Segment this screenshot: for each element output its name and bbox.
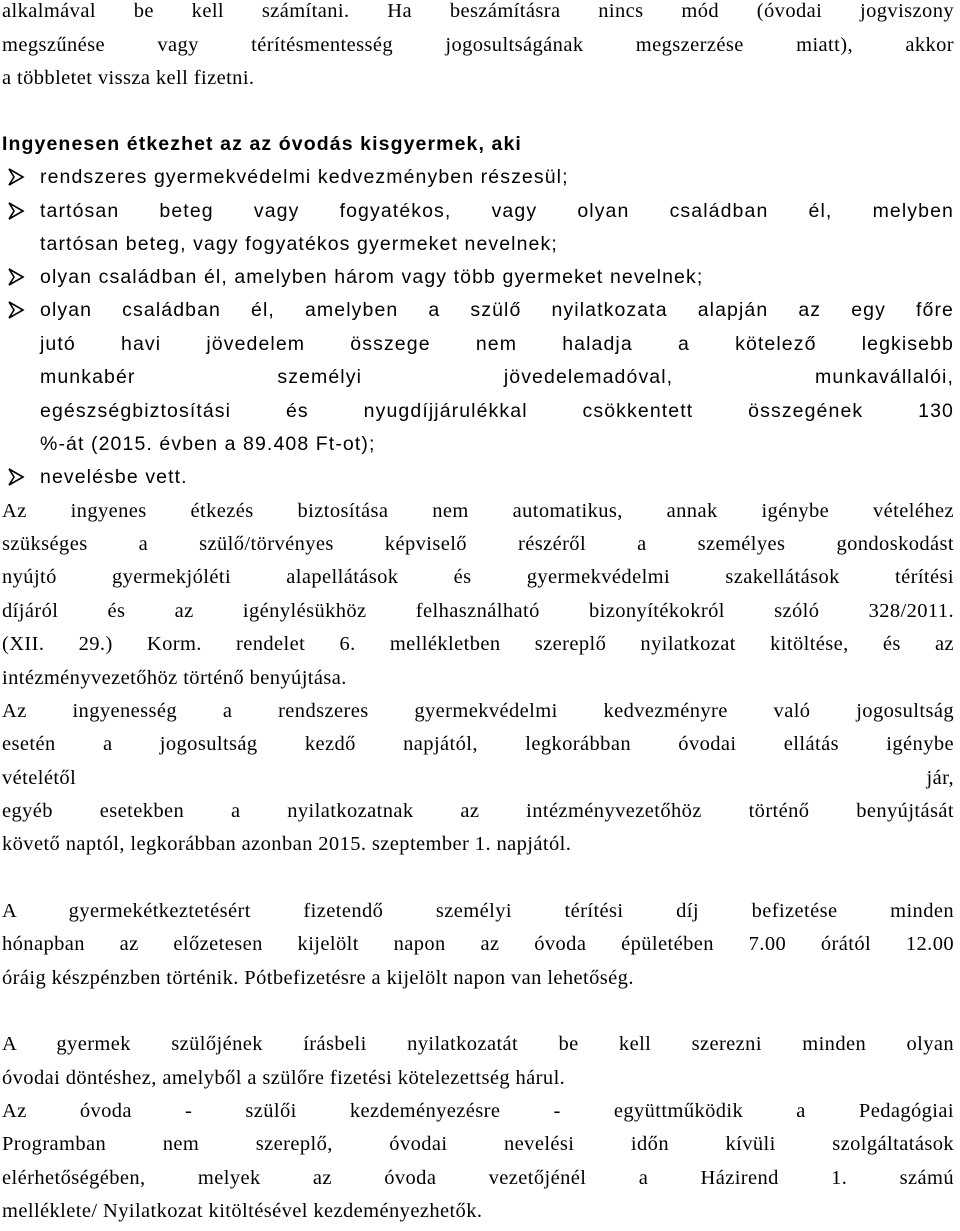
text-line: Programban nem szereplő, óvodai nevelési időn kívüli szolgáltatások [2,1133,954,1155]
arrow-bullet-icon [6,462,26,492]
section-heading: Ingyenesen étkezhet az az óvodás kisgyermek, aki [2,133,522,155]
text-line: követő naptól, legkorábban azonban 2015. szeptember 1. napjától. [2,833,572,855]
text-line [2,763,954,793]
text-line: megszűnése vagy térítésmentesség jogosultságának megszerzése miatt), akkor [2,34,954,56]
text-line: A gyermekétkeztetésért fizetendő személyi térítési díj befizetése minden [2,900,954,922]
text-line: Az óvoda - szülői kezdeményezésre - együttműködik a Pedagógiai [2,1100,954,1122]
list-item-text: tartósan beteg, vagy fogyatékos gyermeket nevelnek; [40,233,558,255]
text-line: óvodai döntéshez, amelyből a szülőre fizetési kötelezettség hárul. [2,1067,566,1089]
text-line: óráig készpénzben történik. Pótbefizetésre a kijelölt napon van lehetőség. [2,967,634,989]
list-item-text: %-át (2015. évben a 89.408 Ft-ot); [40,433,376,455]
text-fragment: vételétől [2,767,77,789]
text-line: alkalmával be kell számítani. Ha beszámításra nincs mód (óvodai jogviszony [2,0,954,22]
text-line: esetén a jogosultság kezdő napjától, legkorábban óvodai ellátás igénybe [2,733,954,755]
text-line: nyújtó gyermekjóléti alapellátások és gyermekvédelmi szakellátások térítési [2,566,954,588]
list-item-text: olyan családban él, amelyben a szülő nyilatkozata alapján az egy főre [40,299,954,321]
text-line: melléklete/ Nyilatkozat kitöltésével kezdeményezhetők. [2,1200,483,1222]
text-line: szükséges a szülő/törvényes képviselő részéről a személyes gondoskodást [2,533,954,555]
list-item-text: olyan családban él, amelyben három vagy több gyermeket nevelnek; [40,266,704,288]
arrow-bullet-icon [6,196,26,226]
list-item-text: munkabér személyi jövedelemadóval, munkavállalói, [40,366,954,388]
text-line: a többletet vissza kell fizetni. [2,67,255,89]
text-line: egyéb esetekben a nyilatkozatnak az intézményvezetőhöz történő benyújtását [2,800,954,822]
text-line: hónapban az előzetesen kijelölt napon az óvoda épületében 7.00 órától 12.00 [2,933,954,955]
text-line: (XII. 29.) Korm. rendelet 6. mellékletben szereplő nyilatkozat kitöltése, és az [2,633,954,655]
list-item-text: tartósan beteg vagy fogyatékos, vagy olyan családban él, melyben [40,200,954,222]
text-line: intézményvezetőhöz történő benyújtása. [2,667,347,689]
arrow-bullet-icon [6,262,26,292]
list-item-text: nevelésbe vett. [40,466,188,488]
arrow-bullet-icon [6,295,26,325]
list-item-text: egészségbiztosítási és nyugdíjjárulékkal csökkentett összegének 130 [40,400,954,422]
text-line: A gyermek szülőjének írásbeli nyilatkozatát be kell szerezni minden olyan [2,1033,954,1055]
text-line: Az ingyenes étkezés biztosítása nem automatikus, annak igénybe vételéhez [2,500,954,522]
text-line: Az ingyenesség a rendszeres gyermekvédelmi kedvezményre való jogosultság [2,700,954,722]
text-line: elérhetőségében, melyek az óvoda vezetőjénél a Házirend 1. számú [2,1167,954,1189]
text-line: díjáról és az igénylésükhöz felhasználható bizonyítékokról szóló 328/2011. [2,600,954,622]
arrow-bullet-icon [6,162,26,192]
text-fragment: jár, [926,767,954,789]
list-item-text: rendszeres gyermekvédelmi kedvezményben részesül; [40,166,569,188]
list-item-text: jutó havi jövedelem összege nem haladja a kötelező legkisebb [40,333,954,355]
